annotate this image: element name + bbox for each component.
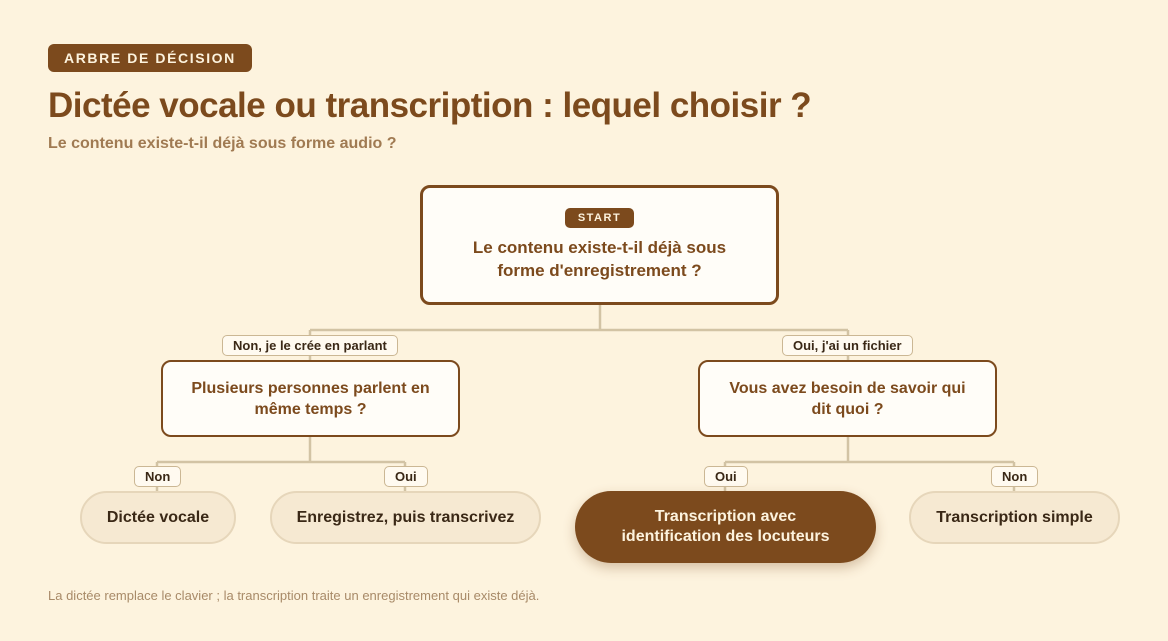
edge-label-right-no: Non <box>991 466 1038 487</box>
question-multiple-speakers-line2: même temps ? <box>254 400 367 418</box>
edge-label-right-yes: Oui <box>704 466 748 487</box>
question-multiple-speakers <box>161 360 460 437</box>
edge-label-yes-file: Oui, j'ai un fichier <box>782 335 913 356</box>
leaf-record-then-transcribe <box>270 491 541 544</box>
leaf-simple-transcription-label: Transcription simple <box>936 508 1093 526</box>
footnote: La dictée remplace le clavier ; la transcription traite un enregistrement qui existe déjà. <box>48 588 540 603</box>
leaf-simple-transcription <box>909 491 1120 544</box>
start-badge: START <box>565 208 634 228</box>
question-multiple-speakers-line1: Plusieurs personnes parlent en <box>191 379 430 397</box>
page-subtitle: Le contenu existe-t-il déjà sous forme audio ? <box>48 135 397 152</box>
edge-label-no-creating: Non, je le crée en parlant <box>222 335 398 356</box>
leaf-diarization-line1: Transcription avec <box>654 508 797 525</box>
leaf-diarization-highlighted <box>575 491 876 563</box>
leaf-dictation-label: Dictée vocale <box>106 508 210 526</box>
leaf-dictation <box>80 491 236 544</box>
start-question-line1: Le contenu existe-t-il déjà sous <box>472 238 727 257</box>
question-who-says-what <box>698 360 997 437</box>
question-who-says-what-line1: Vous avez besoin de savoir qui <box>729 379 966 397</box>
edge-label-left-no: Non <box>134 466 181 487</box>
leaf-record-then-transcribe-label: Enregistrez, puis transcrivez <box>296 508 515 526</box>
edge-label-left-yes: Oui <box>384 466 428 487</box>
page-title: Dictée vocale ou transcription : lequel choisir ? <box>48 86 812 125</box>
leaf-diarization-line2: identification des locuteurs <box>621 528 830 545</box>
start-question-line2: forme d'enregistrement ? <box>497 261 702 280</box>
start-node <box>420 185 779 305</box>
category-badge: ARBRE DE DÉCISION <box>48 44 252 72</box>
question-who-says-what-line2: dit quoi ? <box>811 400 884 418</box>
